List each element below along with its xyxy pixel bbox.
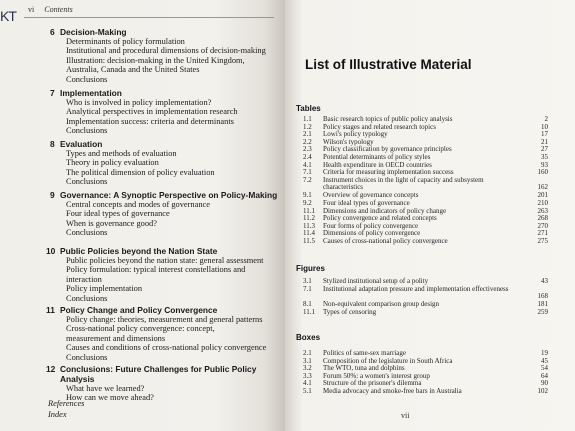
item-page: 102 [537,387,548,395]
section-entry[interactable]: Theory in policy evaluation [66,158,159,168]
item-page: 10 [541,122,548,131]
table-list-item[interactable] [303,238,548,246]
item-page: 201 [537,191,548,200]
item-title: Media advocacy and smoke-free bars in Australia [323,387,462,395]
figure-list-item[interactable] [303,286,548,301]
item-page: 90 [541,379,548,388]
section-entry[interactable]: Causes and conditions of cross-national policy convergence [66,343,267,353]
item-page: 168 [537,291,548,300]
item-number: 3.3 [303,371,312,380]
section-entry[interactable]: Conclusions [66,228,108,238]
item-number: 2.1 [303,349,312,357]
item-title: Composition of the legislature in South Africa [323,356,453,365]
section-entry[interactable]: How can we move ahead? [66,393,154,403]
item-number: 2.4 [303,153,312,161]
chapter-title: Governance: A Synoptic Perspective on Policy-Making [60,190,278,200]
left-page [0,0,285,431]
item-title: Policy convergence and related concepts [323,214,437,223]
item-title: Forum 50%: a women's interest group [323,371,430,380]
running-head-page: vi [28,5,35,14]
item-number: 11.4 [303,229,315,238]
item-page: 93 [541,160,548,169]
box-list-item[interactable] [303,388,548,396]
item-page: 27 [541,145,548,154]
item-number: 4.1 [303,379,312,388]
item-title: Health expenditure in OECD countries [323,160,432,169]
item-title: Overview of governance concepts [323,191,419,200]
item-page: 64 [541,371,548,380]
item-page: 263 [537,206,548,215]
item-page: 270 [537,221,548,230]
chapter-entry[interactable] [50,139,215,187]
item-title: Wilson's typology [323,137,374,146]
item-number: 1.2 [303,122,312,131]
item-number: 2.2 [303,137,312,146]
item-title: Criteria for measuring implementation success [323,168,454,177]
tables-heading: Tables [296,104,321,113]
chapter-entry[interactable] [46,364,285,403]
item-number: 9.2 [303,198,312,207]
item-title: The WTO, tuna and dolphins [323,364,405,373]
item-number: 9.1 [303,191,312,200]
section-entry[interactable]: Cross-national policy convergence: concept, [66,324,215,334]
item-title: Causes of cross-national policy convergence [323,236,448,245]
item-page: 162 [537,183,548,192]
item-title: Basic research topics of public policy analysis [323,115,453,123]
section-entry[interactable]: Conclusions [66,126,108,136]
chapter-number: 8 [50,139,55,149]
section-entry[interactable]: Conclusions [66,74,108,84]
section-entry[interactable]: Central concepts and modes of governance [66,200,210,209]
section-entry[interactable]: Policy change: theories, measurement and general patterns [66,315,263,324]
section-entry[interactable]: The political dimension of policy evaluation [66,167,215,177]
corner-mark: KT [0,8,16,24]
item-number: 11.5 [303,236,315,245]
item-number: 8.1 [303,300,312,309]
item-page: 43 [541,277,548,285]
item-number: 11.1 [303,206,315,215]
section-entry[interactable]: Types and methods of evaluation [66,149,177,158]
page-number: vii [401,411,410,420]
section-entry[interactable]: Illustration: decision-making in the United Kingdom, [66,55,245,65]
index-entry[interactable]: Index [48,410,67,419]
chapter-number: 12 [46,364,56,374]
boxes-heading: Boxes [296,333,321,342]
figures-heading: Figures [296,264,325,273]
chapter-number: 10 [46,246,56,256]
item-title: Stylized institutional setup of a polity [323,277,429,285]
chapter-title: Decision-Making [60,27,127,37]
chapter-title: Policy Change and Policy Convergence [60,305,218,315]
item-title: Dimensions of policy convergence [323,229,421,238]
item-title: Dimensions and indicators of policy change [323,206,447,215]
item-title: Four forms of policy convergence [323,221,419,230]
item-page: 210 [537,198,548,207]
item-number: 11.2 [303,214,315,223]
item-number: 3.1 [303,277,312,285]
item-page: 2 [544,115,548,123]
item-title: Structure of the prisoner's dilemma [323,379,422,388]
item-number: 3.1 [303,356,312,365]
item-page: 275 [537,236,548,245]
item-page: 160 [537,168,548,177]
item-page: 35 [541,153,548,161]
chapter-number: 7 [50,88,55,98]
item-number: 7.1 [303,284,312,293]
item-page: 181 [537,300,548,309]
references-entry[interactable]: References [48,399,85,408]
right-page [285,0,575,431]
chapter-entry[interactable] [46,305,267,362]
section-entry[interactable]: Determinants of policy formulation [66,37,185,46]
item-number: 2.1 [303,130,312,139]
section-entry[interactable]: Conclusions [66,352,108,362]
section-entry[interactable]: What have we learned? [66,384,145,393]
item-number: 11.3 [303,221,315,230]
item-number: 3.2 [303,364,312,373]
chapter-number: 9 [50,190,55,200]
item-title: Non-equivalent comparison group design [323,300,440,309]
item-title: Policy stages and related research topics [323,122,436,131]
item-page: 268 [537,214,548,223]
section-entry[interactable]: Policy formulation: typical interest constellations and [66,265,246,275]
header-rule [24,17,274,18]
chapter-entry[interactable] [50,27,266,84]
section-entry[interactable]: Who is involved in policy implementation? [66,98,212,107]
item-page: 45 [541,356,548,365]
running-head-title: Contents [44,5,73,14]
item-number: 7.2 [303,175,312,184]
item-page: 21 [541,137,548,146]
item-title: Instrument choices in the light of capacity and subsystem characteristics [323,175,484,192]
item-page: 54 [541,364,548,373]
page-title: List of Illustrative Material [305,57,472,72]
section-entry[interactable]: Analytical perspectives in implementation research [66,107,238,117]
item-number: 2.3 [303,145,312,154]
section-entry[interactable]: Institutional and procedural dimensions of decision-making [66,46,266,56]
section-entry[interactable]: Implementation success: criteria and determinants [66,116,234,126]
chapter-entry[interactable] [46,246,264,303]
item-title: Four ideal types of governance [323,198,410,207]
item-title: Policy classification by governance principles [323,145,452,154]
section-entry[interactable]: When is governance good? [66,218,157,228]
chapter-title: Evaluation [60,139,103,149]
item-title: Lowi's policy typology [323,130,388,139]
section-entry[interactable]: Policy implementation [66,284,143,294]
chapter-number: 6 [50,27,55,37]
section-entry[interactable]: Conclusions [66,177,108,187]
item-page: 271 [537,229,548,238]
item-title: Politics of same-sex marriage [323,349,407,357]
item-number: 7.1 [303,168,312,177]
item-page: 17 [541,130,548,139]
section-entry[interactable]: measurement and dimensions [66,333,166,343]
item-number: 5.1 [303,387,312,395]
chapter-entry[interactable] [50,88,238,136]
section-entry[interactable]: Conclusions [66,293,108,303]
item-title: Potential determinants of policy styles [323,153,431,161]
item-number: 11.1 [303,307,315,316]
item-title: Types of censoring [323,307,377,316]
table-list-item[interactable] [303,177,548,192]
chapter-title: Public Policies beyond the Nation State [60,246,218,256]
section-entry[interactable]: Public policies beyond the nation state: general assessment [66,256,264,265]
running-head [28,5,73,14]
chapter-title: Conclusions: Future Challenges for Public Policy Analysis [60,364,257,384]
section-entry[interactable]: Four ideal types of governance [66,209,170,219]
figure-list-item[interactable] [303,309,548,317]
section-entry[interactable]: Australia, Canada and the United States [66,65,200,75]
item-page: 259 [537,307,548,316]
item-number: 1.1 [303,115,312,123]
section-entry[interactable]: interaction [66,274,102,284]
item-number: 4.1 [303,160,312,169]
chapter-entry[interactable] [50,190,278,238]
chapter-title: Implementation [60,88,122,98]
item-title: Institutional adaptation pressure and implementation effectiveness [323,284,509,293]
item-page: 19 [541,349,548,357]
chapter-number: 11 [46,305,55,315]
